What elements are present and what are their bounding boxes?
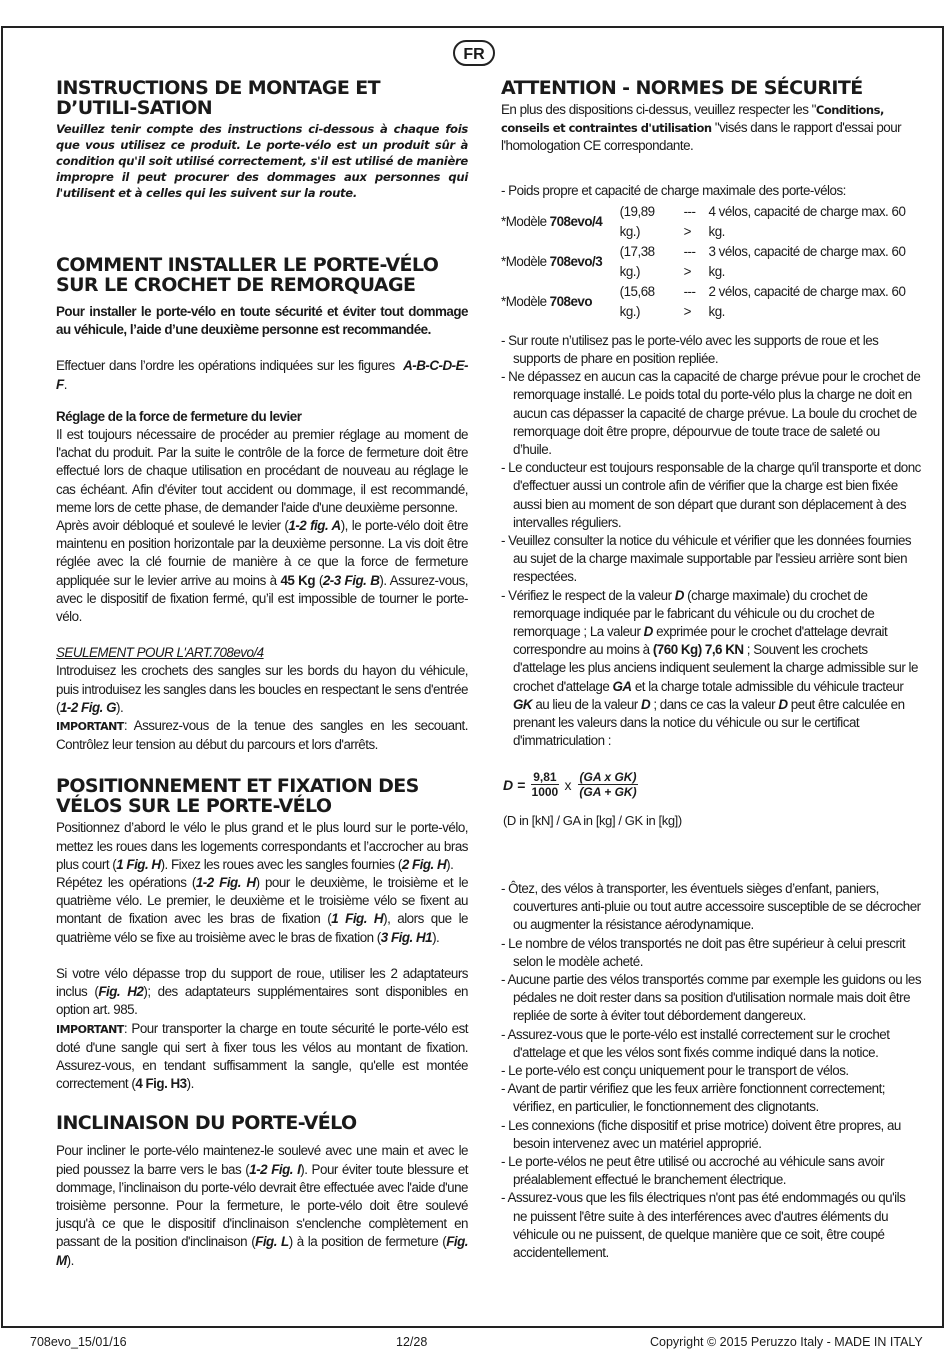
fig-ref: 4 Fig. H3 xyxy=(135,1076,187,1092)
formula-lhs: D = xyxy=(503,776,526,793)
incl-text-c: ) à la position de fermeture ( xyxy=(288,1234,447,1250)
heading-instructions: INSTRUCTIONS DE MONTAGE ET D’UTILI-SATION xyxy=(56,77,381,119)
model-arrow: ---> xyxy=(683,203,696,239)
language-badge: FR xyxy=(453,40,495,66)
heading-inclination: INCLINAISON DU PORTE-VÉLO xyxy=(56,1112,357,1135)
formula-times: x xyxy=(564,776,572,793)
incl-text-d: ). xyxy=(66,1252,74,1268)
straps-paragraph xyxy=(56,662,468,717)
d-text-d: ; Souvent les crochets d'attelage les plus anciens indiquent seulement la charge admissible sur le crochet d'attelage xyxy=(513,642,918,694)
important-label: IMPORTANT xyxy=(56,1022,124,1036)
pos-text-c: ). xyxy=(446,856,454,872)
important-straps xyxy=(56,717,468,754)
list-item: - Le conducteur est toujours responsable de la charge qu'il transporte et donc d'effectuer aussi un controle afin de vérifier que la charge est bien fixée aussi bien au moment de son départ que durant son déplacement à des intervalles réguliers. xyxy=(501,460,921,530)
d-symbol: D xyxy=(778,696,788,712)
d-text-a: - Vérifiez le respect de la valeur xyxy=(501,587,675,603)
d-text-c: exprimée pour le crochet d'attelage devrait correspondre au moins à xyxy=(513,624,888,658)
left-column xyxy=(56,78,468,1270)
model-desc: 2 vélos, capacité de charge max. 60 kg. xyxy=(708,283,906,319)
rep-text-d: ). xyxy=(432,929,440,945)
d-symbol: D xyxy=(674,587,684,603)
weights-title: - Poids propre et capacité de charge maximale des porte-vélos: xyxy=(501,182,846,198)
safety-intro xyxy=(501,101,921,156)
adapt-text-b: ); des adaptateurs supplémentaires sont disponibles en option art. 985. xyxy=(56,984,468,1018)
adapt-text-a: Si votre vélo dépasse trop du support de roue, utiliser les 2 adaptateurs inclus ( xyxy=(56,965,468,1000)
important2-text: : Pour transporter la charge en toute sécurité le porte-vélo est doté d'une sangle qui sert à fixer tous les vélos au montant de fixation. Assurez-vous, en tendant suffisamment la sangle, qu'elle est montée correctement ( xyxy=(56,1020,468,1092)
fraction-1-den: 1000 xyxy=(531,785,559,799)
model-model: 708evo xyxy=(549,293,593,309)
fig-ref: 1 Fig. H xyxy=(116,856,161,872)
right-column xyxy=(501,78,921,750)
model-arrow: ---> xyxy=(683,283,696,319)
straps-text-b: ). xyxy=(115,699,124,715)
d-text-g: ; dans ce cas la valeur xyxy=(650,696,779,712)
lever-force: 45 Kg xyxy=(280,572,316,588)
list-item: - Ôtez, des vélos à transporter, les éventuels sièges d’enfant, paniers, couvertures anti-pluie ou tout autre accessoire susceptible de se décrocher ou augmenter la résistance aérodynamique. xyxy=(501,881,921,933)
intro-text-a: En plus des dispositions ci-dessus, veuillez respecter les " xyxy=(501,102,816,117)
install-recommendation: Pour installer le porte-vélo en toute sécurité et éviter tout dommage au véhicule, l’aide d’une deuxième personne est recommandée. xyxy=(56,304,468,338)
gk-symbol: GK xyxy=(513,696,533,712)
safety-list-1 xyxy=(501,332,921,587)
lever-text-c: ( xyxy=(315,572,323,588)
important-label: IMPORTANT xyxy=(56,720,124,734)
straps-text-a: Introduisez les crochets des sangles sur les bords du hayon du véhicule, puis introduisez les sangles dans les boucles en respectant le sens d'entrée ( xyxy=(56,663,468,715)
list-item: - Assurez-vous que le porte-vélo est installé correctement sur le crochet d'attelage et que les vélos sont fixés comme indiqué dans la notice. xyxy=(501,1026,890,1060)
heading-safety: ATTENTION - NORMES DE SÉCURITÉ xyxy=(501,77,863,99)
d-symbol: D xyxy=(640,696,651,712)
adapters-paragraph xyxy=(56,965,468,1020)
model-prefix: *Modèle xyxy=(501,253,547,269)
rep-text-c: ), alors que le quatrième vélo se fixe au troisième avec le bras de fixation ( xyxy=(56,911,468,945)
model-model: 708evo/4 xyxy=(549,213,603,229)
order-figures: A-B-C-D-E-F xyxy=(56,358,468,392)
d-text-b: (charge maximale) du crochet de remorquage indiquée par le fabricant du véhicule ou du crochet de remorquage ; La valeur xyxy=(513,587,875,640)
model-weight: (17,38 kg.) xyxy=(619,243,655,279)
list-item: - Le nombre de vélos transportés ne doit pas être supérieur à celui prescrit selon le modèle acheté. xyxy=(501,935,906,969)
list-item: - Les connexions (fiche dispositif et prise motrice) doivent être propres, au besoin intervenez avec un matériel approprié. xyxy=(501,1117,901,1151)
fig-ref: 1 Fig. H xyxy=(331,911,384,927)
intro-bold: Conditions, conseils et contraintes d'utilisation xyxy=(501,103,884,136)
fig-ref: 1-2 Fig. H xyxy=(195,875,256,891)
models-table xyxy=(501,202,921,322)
formula-units: (D in [kN] / GA in [kg] / GK in [kg]) xyxy=(503,813,682,828)
model-prefix: *Modèle xyxy=(501,213,547,229)
incl-text-b: ). Pour éviter toute blessure et dommage, l’inclinaison du porte-vélo devrait être effectuée avec l'aide d'une troisième personne. Pour la fermeture, le porte-vélo doit être soulevé jusqu'à ce que le dispositif d'inclinaison s'enclenche complètement en passant de la position d'inclinaison ( xyxy=(56,1161,468,1250)
heading-install: COMMENT INSTALLER LE PORTE-VÉLO SUR LE CROCHET DE REMORQUAGE xyxy=(56,254,439,296)
fig-ref: Fig. M xyxy=(56,1234,469,1268)
list-item: - Veuillez consulter la notice du véhicule et vérifier que les données fournies au sujet de la charge maximale supportable par l'essieu arrière sont bien respectées. xyxy=(501,533,912,585)
model-weight: (15,68 kg.) xyxy=(619,283,655,319)
fig-ref: 2 Fig. H xyxy=(401,856,447,872)
repeat-paragraph xyxy=(56,874,468,947)
footer-code: 708evo_15/01/16 xyxy=(30,1335,127,1349)
lever-paragraph-1: Il est toujours nécessaire de procéder au premier réglage au moment de l'achat du produit. Par la suite le contrôle de la force de fermeture doit être effectué lors de chaque utilisation en procédant de nouveau au réglage le cas échéant. Afin d'éviter tout accident ou dommage, il est recommandé, meme lors de cette phase, de demander l'aide d'une deuxième personne. xyxy=(56,427,468,515)
d-text-f: au lieu de la valeur xyxy=(532,696,641,712)
right-column-lower xyxy=(501,880,921,1262)
fig-ref: 1-2 Fig. I xyxy=(249,1161,301,1177)
d-value-list xyxy=(501,587,921,751)
fig-ref: Fig. L xyxy=(255,1234,289,1250)
pos-text-b: ). Fixez les roues avec les sangles fournies ( xyxy=(160,856,402,872)
list-item: - Ne dépassez en aucun cas la capacité de charge prévue pour le crochet de remorquage installé. Le poids total du porte-vélo plus la charge ne doit en aucun cas dépasser la capacité de charge prévue. La boule du crochet de remorquage doit être propre, dépourvue de toute trace de saleté ou d’huile. xyxy=(501,369,921,458)
list-item: - Le porte-vélos ne peut être utilisé ou accroché au véhicule sans avoir préalablement effectué le branchement électrique. xyxy=(501,1154,885,1188)
list-item: - Aucune partie des vélos transportés comme par exemple les guidons ou les pédales ne doit rester dans sa position d'utilisation normale mais doit être repliée de sorte à éviter tout débordement dangereux. xyxy=(501,972,922,1024)
model-row xyxy=(501,242,921,282)
lever-text-d: ). Assurez-vous, avec le dispositif de fixation fermé, qu’il est impossible de tourner le porte-vélo. xyxy=(56,572,468,625)
fraction-1 xyxy=(531,770,558,799)
model-prefix: *Modèle xyxy=(501,293,547,309)
inclination-paragraph xyxy=(56,1142,468,1269)
rep-text-b: ) pour le deuxième, le troisième et le quatrième vélo. Le premier, le deuxième et le troisième vélo se fixent au montant de fixation avec les bras de fixation ( xyxy=(56,875,469,927)
fig-ref: 2-3 Fig. B xyxy=(322,572,380,588)
safety-list-2 xyxy=(501,880,921,1262)
important-text: : Assurez-vous de la tenue des sangles en les secouant. Contrôlez leur tension au début du parcours et lors d'arrêts. xyxy=(56,718,468,753)
d-value-item xyxy=(501,587,921,751)
lever-text-b: ), le porte-vélo doit être maintenu en position horizontale par la deuxième personne. La vis doit être réglée avec la clé fournie de manière à ce que la force de fermeture appliquée sur le levier arrive au moins à xyxy=(56,518,468,588)
order-instruction: Effectuer dans l’ordre les opérations indiquées sur les figures A-B-C-D-E-F. xyxy=(56,358,468,392)
model-model: 708evo/3 xyxy=(549,253,603,269)
footer-copyright: Copyright © 2015 Peruzzo Italy - MADE IN ITALY xyxy=(650,1335,923,1349)
lever-title: Réglage de la force de fermeture du levier xyxy=(56,408,302,424)
fig-ref: 3 Fig. H1 xyxy=(380,929,433,945)
fraction-2-num: (GA x GK) xyxy=(579,770,637,784)
fig-ref: 1-2 fig. A xyxy=(288,518,341,534)
intro-text-b: "visés dans le rapport d'essai pour l'homologation CE correspondante. xyxy=(501,120,902,154)
formula-main xyxy=(503,770,682,799)
list-item: - Le porte-vélo est conçu uniquement pour le transport de vélos. xyxy=(501,1063,849,1079)
only-art-label: SEULEMENT POUR L'ART.708evo/4 xyxy=(56,645,264,661)
rep-text-a: Répétez les opérations ( xyxy=(56,875,196,891)
heading-positioning: POSITIONNEMENT ET FIXATION DES VÉLOS SUR LE PORTE-VÉLO xyxy=(56,775,419,818)
model-desc: 4 vélos, capacité de charge max. 60 kg. xyxy=(708,203,906,239)
important-strap-paragraph xyxy=(56,1020,468,1094)
model-row xyxy=(501,202,921,242)
important2-end: ). xyxy=(186,1076,194,1092)
d-text-h: peut être calculée en prenant les valeurs dans la notice du véhicule ou sur le certificat d'immatriculation : xyxy=(513,696,905,749)
model-desc: 3 vélos, capacité de charge max. 60 kg. xyxy=(708,243,906,279)
incl-text-a: Pour incliner le porte-vélo maintenez-le soulevé avec une main et avec le pied poussez la barre vers le bas ( xyxy=(56,1143,468,1177)
model-weight: (19,89 kg.) xyxy=(619,203,655,239)
fraction-2 xyxy=(578,770,639,799)
d-symbol: D xyxy=(643,624,653,640)
intro-warning: Veuillez tenir compte des instructions ci-dessous à chaque fois que vous utilisez ce produit. Le porte-vélo est un produit sûr à condition qu'il soit utilisé correctement, s'il est utilisé de manière impropre il peut procurer des dommages aux personnes qui l'utilisent et à celles qui les suivent sur la route. xyxy=(56,122,468,200)
fraction-1-num: 9,81 xyxy=(533,770,557,784)
order-text: Effectuer dans l’ordre les opérations indiquées sur les figures xyxy=(56,358,395,374)
d-760: (760 Kg) 7,6 KN xyxy=(652,642,744,658)
lever-paragraph-2 xyxy=(56,517,468,626)
list-item: - Assurez-vous que les fils électriques n'ont pas été endommagés ou qu'ils ne puissent l'être suite à des interférences avec d'autres éléments du véhicule ou ne puissent, de quelque manière que ce soit, être coupé accidentellement. xyxy=(501,1190,906,1261)
list-item: - Sur route n’utilisez pas le porte-vélo avec les supports de roue et les supports de phare en position repliée. xyxy=(501,332,879,367)
list-item: - Avant de partir vérifiez que les feux arrière fonctionnent correctement; vérifiez, en particulier, le fonctionnement des clignotants. xyxy=(501,1081,886,1115)
fraction-2-den: (GA + GK) xyxy=(579,785,637,799)
fig-ref: 1-2 Fig. G xyxy=(59,699,116,715)
lever-text-a: Après avoir débloqué et soulevé le levier ( xyxy=(56,518,289,534)
ga-symbol: GA xyxy=(612,678,632,694)
positioning-paragraph xyxy=(56,819,468,874)
model-row xyxy=(501,282,921,322)
d-formula xyxy=(503,770,682,828)
d-text-e: et la charge totale admissible du véhicule tracteur xyxy=(631,678,904,694)
footer-page: 12/28 xyxy=(396,1335,428,1349)
pos-text-a: Positionnez d’abord le vélo le plus grand et le plus lourd sur le porte-vélo, mettez les roues dans les logements correspondants et l’accrocher au bras plus court ( xyxy=(56,820,468,872)
model-arrow: ---> xyxy=(683,243,696,279)
fig-ref: Fig. H2 xyxy=(98,984,144,1000)
